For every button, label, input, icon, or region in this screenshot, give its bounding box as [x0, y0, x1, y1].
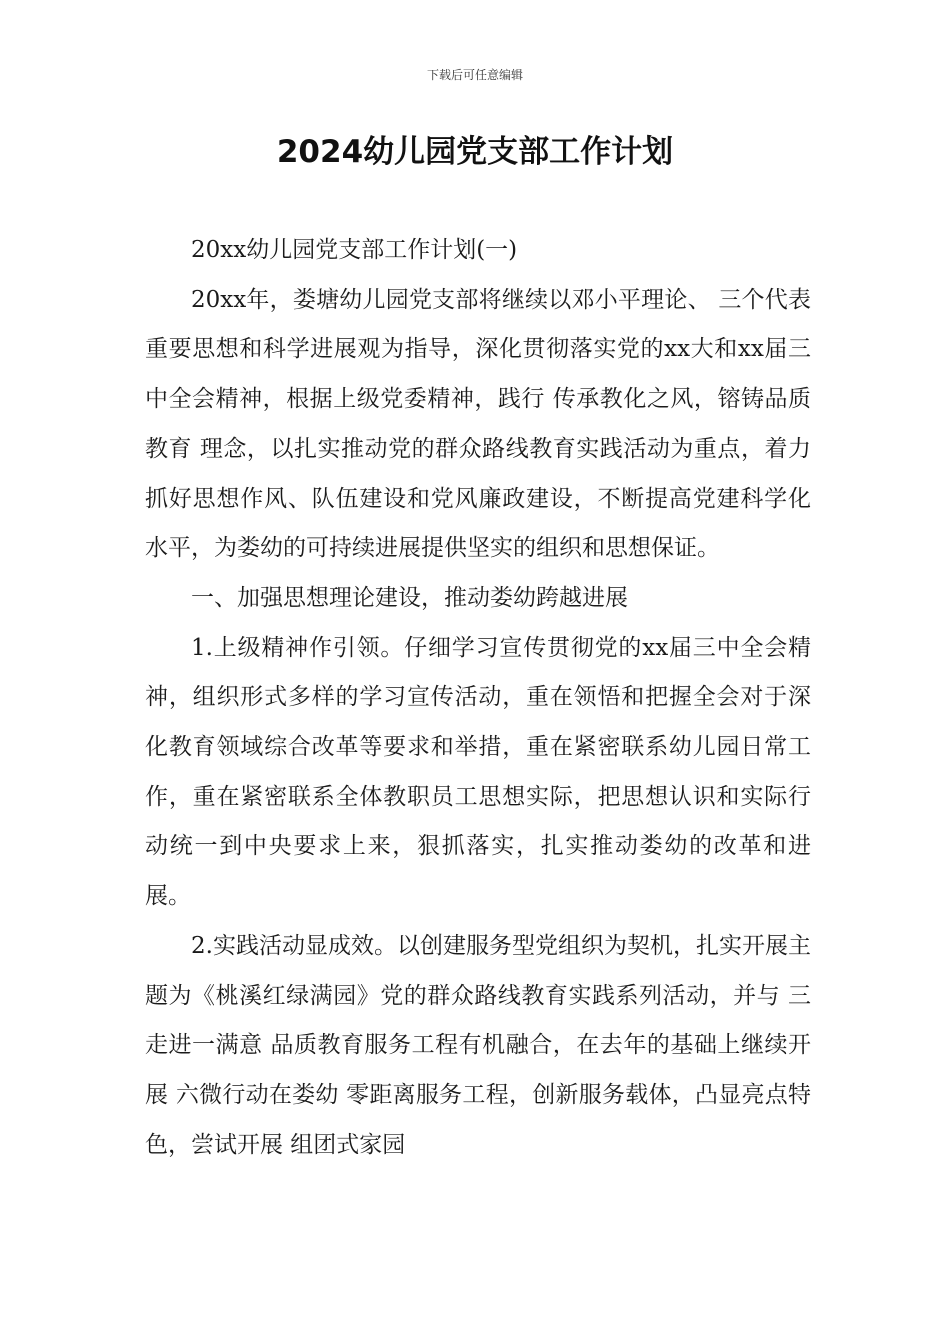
paragraph-subtitle: 20xx幼儿园党支部工作计划(一): [191, 237, 518, 263]
section-heading-1: 一、加强思想理论建设，推动娄幼跨越进展: [191, 584, 628, 611]
document-body: [145, 226, 811, 1170]
header-note: 下载后可任意编辑: [426, 68, 523, 82]
paragraph-intro: 20xx年，娄塘幼儿园党支部将继续以邓小平理论、 三个代表 重要思想和科学进展观为指导，深化贯彻落实党的xx大和xx届三中全会精神，根据上级党委精神，践行 传承教化之风，镕铸品质教育 理念，以扎实推动党的群众路线教育实践活动为重点，着力抓好思想作风、队伍建设和党风廉政建设，不断提高党建科学化水平，为娄幼的可持续进展提供坚实的组织和思想保证。: [145, 286, 811, 562]
paragraph-item-2: 2.实践活动显成效。以创建服务型党组织为契机，扎实开展主题为《桃溪红绿满园》党的群众路线教育实践系列活动，并与 三走进一满意 品质教育服务工程有机融合，在去年的基础上继续开展 六微行动在娄幼 零距离服务工程，创新服务载体，凸显亮点特色，尝试开展 组团式家园: [145, 932, 811, 1158]
paragraph-item-1: 1.上级精神作引领。仔细学习宣传贯彻党的xx届三中全会精神，组织形式多样的学习宣传活动，重在领悟和把握全会对于深化教育领域综合改革等要求和举措，重在紧密联系幼儿园日常工作，重在紧密联系全体教职员工思想实际，把思想认识和实际行动统一到中央要求上来，狠抓落实，扎实推动娄幼的改革和进展。: [145, 634, 811, 910]
document-title: 2024幼儿园党支部工作计划: [276, 134, 674, 170]
